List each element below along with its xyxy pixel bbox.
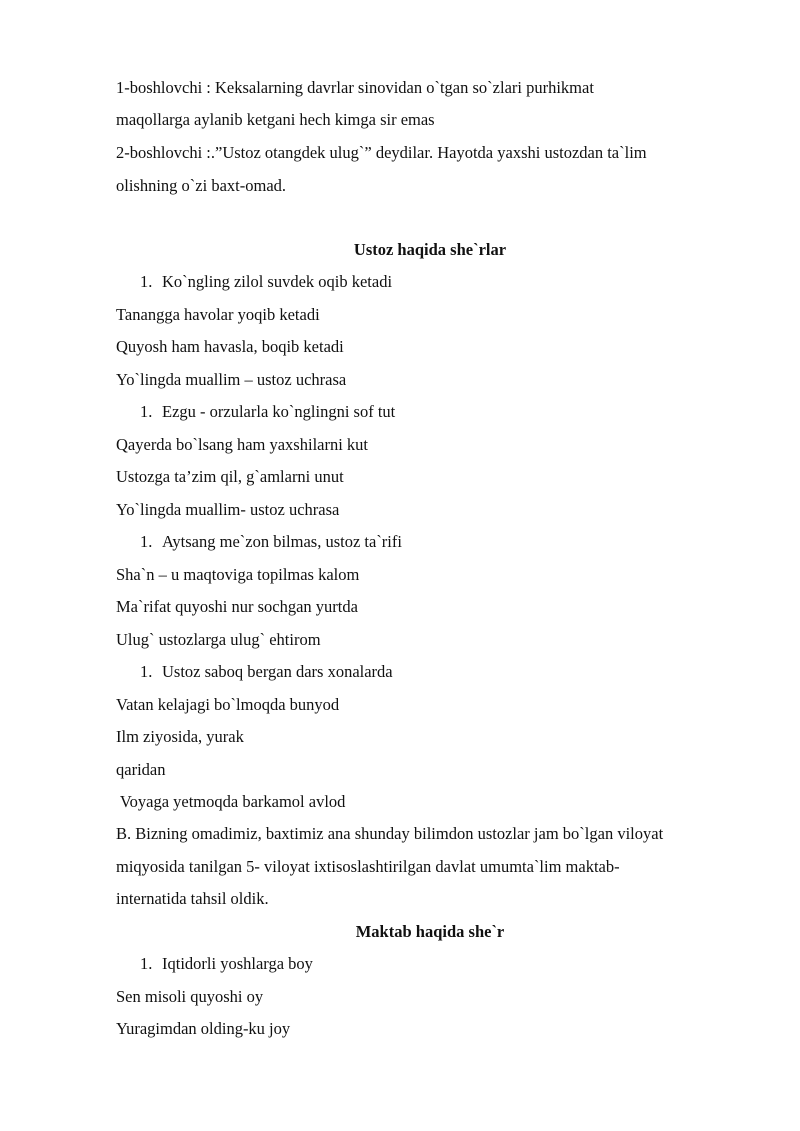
paragraph-b-line-2: miqyosida tanilgan 5- viloyat ixtisoslashtirilgan davlat umumta`lim maktab- — [116, 857, 620, 876]
list-number: 1. — [140, 954, 153, 973]
verse-line: Yo`lingda muallim- ustoz uchrasa — [116, 500, 340, 519]
verse-line: Voyaga yetmoqda barkamol avlod — [116, 792, 346, 811]
list-number: 1. — [140, 402, 153, 421]
verse-line: Ma`rifat quyoshi nur sochgan yurtda — [116, 597, 358, 616]
verse-line: Sen misoli quyoshi oy — [116, 987, 264, 1006]
section-heading-ustoz: Ustoz haqida she`rlar — [353, 240, 507, 259]
paragraph-b-line-1: B. Bizning omadimiz, baxtimiz ana shunday bilimdon ustozlar jam bo`lgan viloyat — [116, 824, 664, 843]
list-number: 1. — [140, 662, 153, 681]
verse-line: Yuragimdan olding-ku joy — [116, 1019, 291, 1038]
verse-line: Ilm ziyosida, yurak — [116, 727, 244, 746]
stanza-3-first-line — [140, 532, 402, 552]
intro-line-3: 2-boshlovchi :.”Ustoz otangdek ulug`” deydilar. Hayotda yaxshi ustozdan ta`lim — [116, 143, 647, 162]
intro-line-2: maqollarga aylanib ketgani hech kimga sir emas — [116, 110, 435, 129]
verse-line: Iqtidorli yoshlarga boy — [162, 954, 313, 973]
verse-line: Ezgu - orzularla ko`nglingni sof tut — [162, 402, 396, 421]
stanza-1-first-line — [140, 272, 392, 292]
verse-line: Sha`n – u maqtoviga topilmas kalom — [116, 565, 360, 584]
paragraph-b-line-3: internatida tahsil oldik. — [116, 889, 269, 908]
verse-line: Ustoz saboq bergan dars xonalarda — [162, 662, 393, 681]
verse-line: Yo`lingda muallim – ustoz uchrasa — [116, 370, 347, 389]
list-number: 1. — [140, 272, 153, 291]
list-number: 1. — [140, 532, 153, 551]
stanza-4-first-line — [140, 662, 393, 682]
verse-line: Ustozga ta’zim qil, g`amlarni unut — [116, 467, 344, 486]
intro-line-4: olishning o`zi baxt-omad. — [116, 176, 287, 195]
stanza-2-first-line — [140, 402, 395, 422]
section-heading-maktab: Maktab haqida she`r — [355, 922, 505, 941]
verse-line: Vatan kelajagi bo`lmoqda bunyod — [116, 695, 340, 714]
verse-line: Qayerda bo`lsang ham yaxshilarni kut — [116, 435, 369, 454]
intro-line-1: 1-boshlovchi : Keksalarning davrlar sinovidan o`tgan so`zlari purhikmat — [116, 78, 594, 97]
verse-line: Tanangga havolar yoqib ketadi — [116, 305, 320, 324]
verse-line: Aytsang me`zon bilmas, ustoz ta`rifi — [162, 532, 402, 551]
verse-line: Quyosh ham havasla, boqib ketadi — [116, 337, 344, 356]
verse-line: qaridan — [116, 760, 166, 779]
verse-line: Ko`ngling zilol suvdek oqib ketadi — [162, 272, 393, 291]
stanza-maktab-first-line — [140, 954, 313, 974]
verse-line: Ulug` ustozlarga ulug` ehtirom — [116, 630, 321, 649]
